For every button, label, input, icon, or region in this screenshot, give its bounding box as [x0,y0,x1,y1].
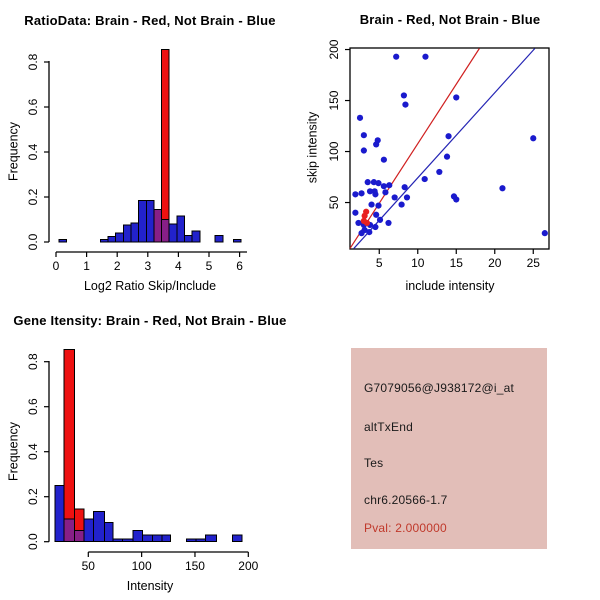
gene-histogram-ylabel: Frequency [6,421,21,482]
scatter-point-blue [352,191,358,197]
gene-name-text: Tes [364,456,384,470]
scatter-point-blue [398,201,404,207]
histogram-bar-red [162,50,170,242]
histogram-bar-blue [185,235,193,242]
location-text: chr6.20566-1.7 [364,493,448,507]
scatter-point-blue [373,212,379,218]
scatter-point-blue [499,185,505,191]
histogram-bar-blue [108,236,116,242]
scatter-point-blue [377,217,383,223]
histogram-bar-blue [196,539,206,542]
x-tick-label: 10 [411,256,425,270]
x-tick-label: 200 [238,559,259,573]
intensity-scatter-plot [300,0,600,300]
scatter-point-blue [372,188,378,194]
probe-id-text: G7079056@J938172@i_at [364,381,515,395]
y-tick-label: 200 [327,39,341,60]
x-tick-label: 150 [184,559,205,573]
scatter-xlabel: include intensity [405,279,495,293]
y-tick-label: 100 [327,141,341,162]
scatter-point-blue [368,201,374,207]
scatter-point-blue [445,133,451,139]
histogram-bar-blue [113,539,123,542]
histogram-bar-blue [206,535,217,542]
histogram-bar-overlap [162,220,170,243]
histogram-bar-overlap [74,530,84,541]
scatter-point-blue [375,202,381,208]
histogram-bar-blue [146,200,154,242]
x-tick-label: 50 [81,559,95,573]
scatter-point-blue [386,182,392,188]
scatter-title: Brain - Red, Not Brain - Blue [359,12,541,27]
histogram-bar-blue [186,539,196,542]
scatter-point-blue [392,194,398,200]
y-tick-label: 0.2 [26,188,40,206]
histogram-bar-blue [59,239,67,242]
y-tick-label: 0.8 [26,353,40,371]
x-tick-label: 6 [236,259,243,273]
x-tick-label: 15 [449,256,463,270]
scatter-point-blue [401,92,407,98]
histogram-bar-blue [215,235,223,242]
scatter-point-blue [373,141,379,147]
histogram-bar-blue [104,523,113,542]
x-tick-label: 5 [375,256,383,270]
histogram-bar-blue [122,539,133,542]
x-tick-label: 25 [526,256,540,270]
histogram-bar-blue [84,519,94,542]
y-tick-label: 0.4 [26,443,40,461]
scatter-point-blue [352,210,358,216]
x-tick-label: 5 [205,259,213,273]
scatter-point-blue [358,190,364,196]
scatter-point-blue [385,220,391,226]
scatter-point-blue [355,220,361,226]
scatter-point-blue [366,229,372,235]
ratio-histogram-xlabel: Log2 Ratio Skip/Include [83,279,217,293]
histogram-bar-blue [232,535,242,542]
y-tick-label: 0.4 [26,143,40,161]
scatter-point-blue [372,224,378,230]
scatter-point-blue [436,169,442,175]
x-tick-label: 1 [83,259,90,273]
histogram-bar-blue [169,224,177,242]
histogram-bar-overlap [64,519,75,542]
histogram-bar-blue [94,511,105,541]
event-type-text: altTxEnd [364,420,413,434]
x-tick-label: 3 [144,259,152,273]
histogram-bar-blue [233,239,241,242]
scatter-point-blue [357,115,363,121]
scatter-point-blue [422,54,428,60]
y-tick-label: 0.6 [26,98,40,116]
info-panel [351,348,547,549]
scatter-point-blue [542,230,548,236]
histogram-bar-blue [123,225,131,242]
histogram-bar-red [64,349,75,541]
ratio-histogram-ylabel: Frequency [6,121,21,182]
y-tick-label: 50 [327,195,341,210]
x-tick-label: 0 [52,259,60,273]
histogram-bar-blue [55,485,64,541]
scatter-point-blue [404,194,410,200]
pval-text: Pval: 2.000000 [364,521,447,535]
ratio-histogram-title: RatioData: Brain - Red, Not Brain - Blue [24,13,276,28]
scatter-point-red [364,220,370,226]
histogram-bar-blue [162,535,171,542]
histogram-bar-blue [131,223,139,242]
x-tick-label: 2 [113,259,121,273]
scatter-point-blue [381,183,387,189]
scatter-point-blue [422,176,428,182]
gene-histogram-xlabel: Intensity [126,579,174,593]
histogram-bar-blue [143,535,153,542]
scatter-point-blue [402,184,408,190]
histogram-bar-blue [192,231,200,242]
histogram-bar-blue [100,239,108,242]
histogram-bar-overlap [154,209,162,242]
y-tick-label: 0.8 [26,53,40,71]
x-tick-label: 100 [131,559,152,573]
scatter-point-blue [453,94,459,100]
y-tick-label: 0.6 [26,398,40,416]
x-tick-label: 4 [175,259,182,273]
ratio-histogram-plot [0,0,300,300]
scatter-point-blue [361,147,367,153]
histogram-bar-blue [177,216,185,242]
scatter-ylabel: skip intensity [305,111,320,184]
gene-histogram-plot [0,300,300,600]
scatter-point-blue [444,154,450,160]
y-tick-label: 0.2 [26,488,40,506]
histogram-bar-blue [133,530,143,541]
histogram-bar-blue [139,200,147,242]
scatter-point-blue [393,54,399,60]
x-tick-label: 20 [488,256,502,270]
scatter-point-blue [361,132,367,138]
scatter-point-blue [402,102,408,108]
scatter-point-blue [382,189,388,195]
y-tick-label: 0.0 [26,233,40,251]
brain-fit-line [350,49,479,249]
y-tick-label: 150 [327,90,341,111]
histogram-bar-blue [152,535,162,542]
scatter-point-blue [453,196,459,202]
scatter-point-blue [381,157,387,163]
scatter-point-blue [358,230,364,236]
y-tick-label: 0.0 [26,533,40,551]
gene-histogram-title: Gene Itensity: Brain - Red, Not Brain - Blue [13,313,287,328]
scatter-point-blue [375,180,381,186]
scatter-point-blue [530,135,536,141]
scatter-point-blue [365,179,371,185]
histogram-bar-blue [116,233,124,242]
